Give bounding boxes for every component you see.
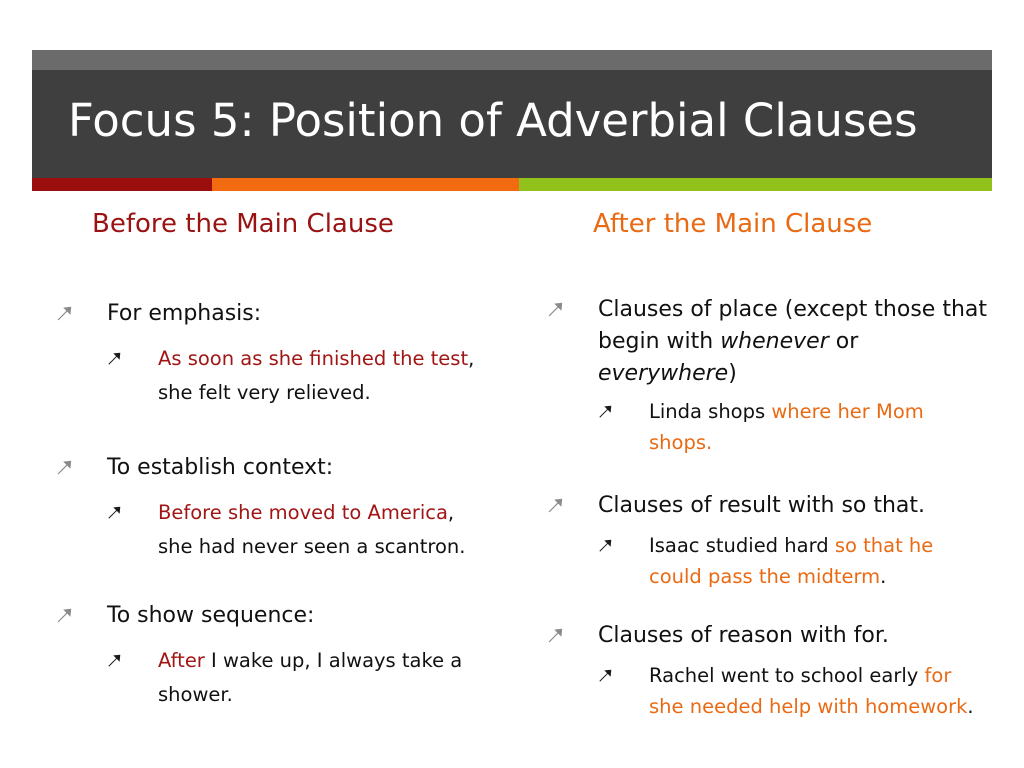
example-reason: [598, 660, 987, 722]
left-column-heading: Before the Main Clause: [92, 209, 394, 239]
bullet-reason: [547, 620, 987, 652]
arrow-bullet-icon: [56, 600, 78, 632]
arrow-bullet-icon: [56, 452, 78, 484]
arrow-sub-bullet-icon: [598, 660, 620, 691]
accent-bar-red: [32, 178, 212, 191]
bullet-result: [547, 490, 987, 522]
title-bar: [32, 50, 992, 178]
accent-bar-green: [519, 178, 992, 191]
arrow-bullet-icon: [547, 294, 569, 326]
example-rest: , she had never seen a scantron.: [158, 501, 466, 558]
example-rest: , she felt very relieved.: [158, 347, 475, 404]
bullet-text: ): [728, 361, 737, 386]
arrow-bullet-icon: [547, 620, 569, 652]
slide-title: Focus 5: Position of Adverbial Clauses: [68, 94, 918, 147]
example-emphasis: [107, 342, 486, 410]
bullet-text: Clauses of reason with for.: [598, 623, 889, 648]
title-top-strip: [32, 50, 992, 70]
example-highlight: Before she moved to America: [158, 501, 448, 524]
bullet-emphasis: [56, 298, 486, 330]
arrow-sub-bullet-icon: [598, 396, 620, 427]
bullet-text: To show sequence:: [107, 603, 315, 628]
arrow-sub-bullet-icon: [107, 496, 129, 530]
example-highlight: so that he could pass the midterm: [649, 534, 934, 588]
bullet-text: For emphasis:: [107, 301, 262, 326]
example-plain: Rachel went to school early: [649, 664, 925, 687]
example-end: .: [967, 695, 974, 718]
example-place: [598, 396, 987, 458]
example-rest: I wake up, I always take a shower.: [158, 649, 463, 706]
example-highlight: where her Mom shops.: [649, 400, 924, 454]
bullet-emphasis-word: whenever: [720, 329, 829, 354]
arrow-sub-bullet-icon: [107, 644, 129, 678]
example-highlight: After: [158, 649, 205, 672]
arrow-sub-bullet-icon: [598, 530, 620, 561]
bullet-text: or: [828, 329, 859, 354]
example-plain: Isaac studied hard: [649, 534, 835, 557]
bullet-text: To establish context:: [107, 455, 334, 480]
left-column: [56, 298, 486, 712]
arrow-bullet-icon: [56, 298, 78, 330]
example-end: .: [880, 565, 887, 588]
right-column: [547, 294, 987, 722]
right-column-heading: After the Main Clause: [593, 209, 873, 239]
bullet-sequence: [56, 600, 486, 632]
example-highlight: As soon as she finished the test: [158, 347, 469, 370]
accent-bar-orange: [212, 178, 519, 191]
example-highlight: for she needed help with homework: [649, 664, 968, 718]
bullet-text: Clauses of place (except those that begin with: [598, 297, 988, 354]
example-result: [598, 530, 987, 592]
bullet-text: Clauses of result with so that.: [598, 493, 926, 518]
bullet-place: [547, 294, 987, 390]
bullet-emphasis-word: everywhere: [598, 361, 729, 386]
example-context: [107, 496, 486, 564]
example-sequence: [107, 644, 486, 712]
arrow-sub-bullet-icon: [107, 342, 129, 376]
example-plain: Linda shops: [649, 400, 772, 423]
bullet-context: [56, 452, 486, 484]
arrow-bullet-icon: [547, 490, 569, 522]
